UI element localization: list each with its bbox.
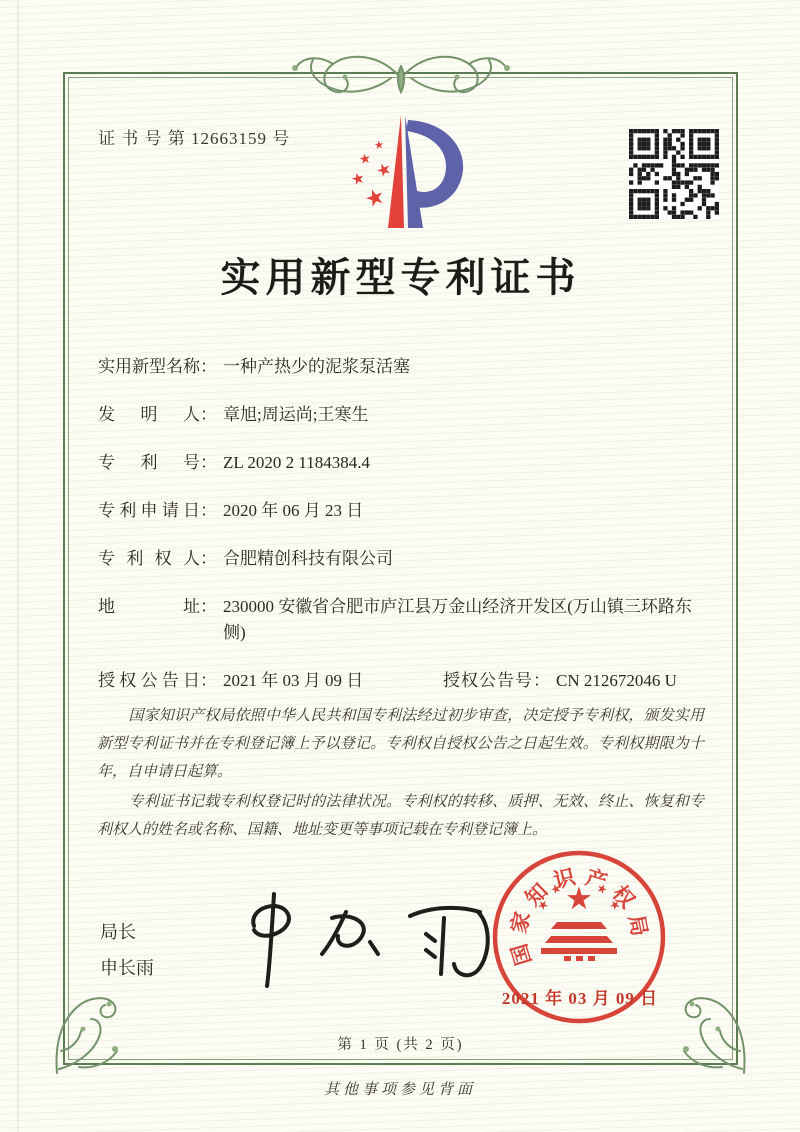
field-value: 章旭;周运尚;王寒生 [223,405,369,424]
field-colon: ： [200,597,217,616]
grant-date-pair [98,668,443,694]
field-label: 专利号 [98,453,200,472]
field-row-filing-date [98,498,703,524]
field-list [98,354,703,646]
field-value: 一种产热少的泥浆泵活塞 [223,357,410,376]
field-colon: ： [200,549,217,568]
back-side-note: 其他事项参见背面 [323,1082,476,1098]
field-colon: ： [200,501,217,520]
qr-code [629,129,719,219]
commissioner-signature-graphic [220,886,510,991]
seal-char: 识 [551,864,578,893]
field-row-utility-model-name [98,354,703,380]
field-value: 230000 安徽省合肥市庐江县万金山经济开发区(万山镇三环路东侧) [223,597,692,642]
field-label: 发明人 [98,405,200,424]
field-colon: ： [533,671,550,690]
field-label: 实用新型名称 [98,357,200,376]
field-colon: ： [200,671,217,690]
cnipa-logo-icon [331,108,471,238]
certificate-title: 实用新型专利证书 [220,255,581,300]
grant-number-label: 授权公告号 [443,671,533,690]
field-label: 专利权人 [98,549,200,568]
legal-paragraph-1: 国家知识产权局依照中华人民共和国专利法经过初步审查，决定授予专利权，颁发实用新型专利证书并在专利登记簿上予以登记。专利权自授权公告之日起生效。专利权期限为十年，自申请日起算。 [97,708,704,780]
field-colon: ： [200,405,217,424]
field-colon: ： [200,357,217,376]
legal-paragraph-2: 专利证书记载专利权登记时的法律状况。专利权的转移、质押、无效、终止、恢复和专利权人的姓名或名称、国籍、地址变更等事项记载在专利登记簿上。 [97,794,704,838]
field-row-address [98,594,703,646]
field-colon: ： [200,453,217,472]
field-label: 地址 [98,597,200,616]
field-value: 2020 年 06 月 23 日 [223,501,364,520]
certificate-frame [63,72,738,1065]
field-value: 合肥精创科技有限公司 [223,549,393,568]
seal-char: 权 [607,881,640,913]
field-row-inventors [98,402,703,428]
grant-number-value: CN 212672046 U [556,671,677,690]
grant-date-value: 2021 年 03 月 09 日 [223,671,364,690]
floral-ornament-top [271,44,531,104]
grant-row [98,668,703,694]
seal-char: 国 [507,940,537,969]
seal-char: 局 [624,913,652,939]
seal-date: 2021 年 03 月 09 日 [501,989,659,1008]
seal-char: 知 [520,878,553,911]
field-value: ZL 2020 2 1184384.4 [223,453,371,472]
field-row-patentee [98,546,703,572]
field-label: 专利申请日 [98,501,200,520]
commissioner-title: 局长 [100,922,136,942]
signoff-block [100,914,154,986]
grant-number-pair [443,668,703,694]
field-row-patent-number [98,450,703,476]
commissioner-name: 申长雨 [100,958,154,978]
page-number: 第 1 页 (共 2 页) [337,1037,464,1053]
legal-text [97,702,704,844]
grant-date-label: 授权公告日 [98,671,200,690]
seal-char: 产 [582,865,611,895]
seal-char: 家 [506,909,535,936]
certificate-number: 证 书 号 第 12663159 号 [98,129,291,148]
